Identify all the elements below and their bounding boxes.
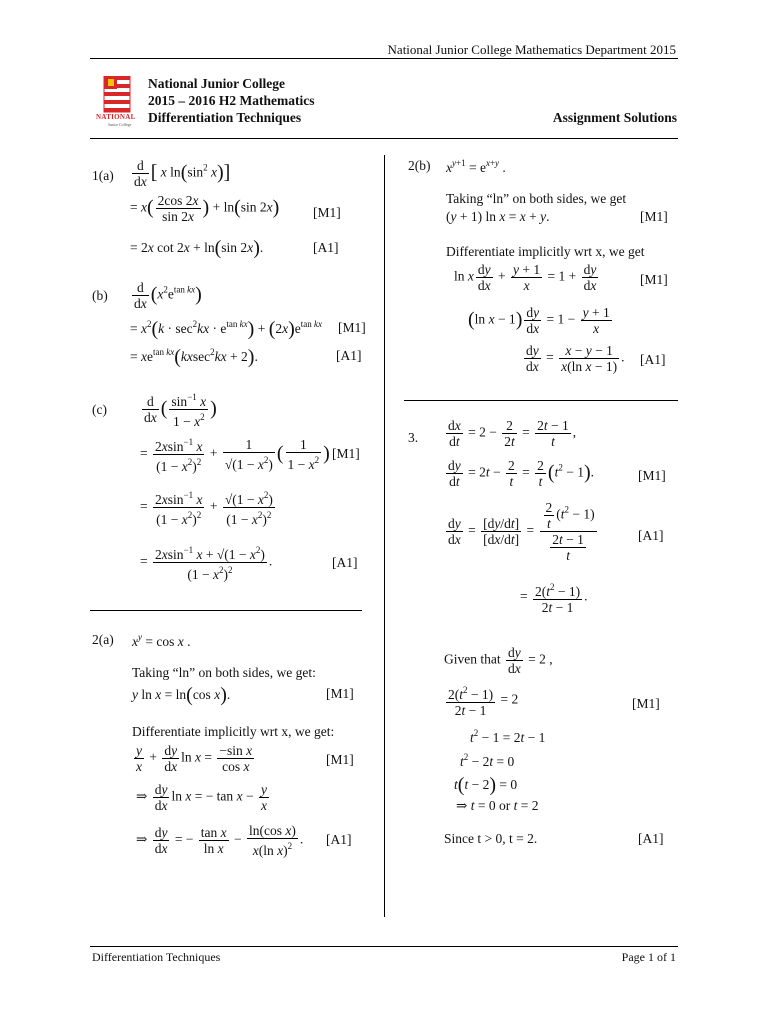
- q2b-line2: (ln x − 1) $\frac{dy}{dx}$ = 1 − $\frac{y + 1}{x}$: [468, 305, 610, 336]
- q1b-mark1: [M1]: [338, 320, 366, 335]
- q2b-line3: $\frac{dy}{dx}$ = $\frac{x - y - 1}{\text{x(ln x − 1)}}$ .: [526, 343, 625, 374]
- running-header: [388, 42, 676, 58]
- q2a-mark1: [M1]: [326, 686, 354, 701]
- doc-type: Assignment Solutions: [552, 110, 677, 125]
- q1b-mark2: [A1]: [336, 348, 362, 363]
- q1c-line4: = $\frac{2xsin^{-1} x + √(1 - x^2)}{(1 - x^2)^2}$ .: [140, 545, 273, 582]
- q2a-diff-implicit: Differentiate implicitly wrt x, we get:: [132, 724, 335, 739]
- course-name: 2015 – 2016 H2 Mathematics: [148, 93, 315, 108]
- topic-name: Differentiation Techniques: [148, 110, 302, 125]
- college-logo: [98, 76, 140, 132]
- q3-mark2: [A1]: [638, 528, 664, 543]
- q2a-line2: ⇒ $\frac{dy}{dx}$ ln x = − tan x − $\frac{y}{x}$: [136, 782, 267, 813]
- q1a-label: 1(a): [92, 168, 114, 183]
- q3-line6: $t^2 - 1 = 2t - 1$: [470, 728, 546, 745]
- q1c-line1: $\frac{d}{dx}$ ( $\frac{\sin^{-1} x}{1 - x^2}$ ): [144, 392, 217, 429]
- q2b-line1: ln x $\frac{dy}{dx}$ + $\frac{y + 1}{x}$ = 1 + $\frac{dy}{dx}$: [454, 262, 597, 293]
- q1b-line1: $\frac{d}{dx}$ $(x^2e^{tan kx})$: [134, 280, 202, 311]
- q2a-line1: $\frac{y}{x}$ + $\frac{dy}{dx}$ ln x = $\frac{\text{−sin x}}{\text{cos x}}$: [136, 743, 253, 774]
- q3-line1: $\frac{dx}{dt}$ = 2 − $\frac{2}{2t}$ = $\frac{2t - 1}{t}$ ,: [448, 418, 577, 449]
- footer-page: Page 1 of 1: [621, 950, 676, 964]
- q1a-line2: = x( $\frac{2\cos 2x}{\sin 2x}$ ) + ln(sin 2x): [130, 193, 280, 224]
- q2a-eq: $x^y = \cos x$ .: [132, 632, 191, 649]
- q1c-line3: = $\frac{2xsin^{-1} x}{(1 - x^2)^2}$ + $\frac{√(1 - x^2)}{(1 - x^2)^2}$: [140, 490, 273, 527]
- q1a-mark1: [M1]: [313, 205, 341, 220]
- q1b-label: (b): [92, 288, 108, 303]
- q3-line9: ⇒ t = 0 or t = 2: [456, 798, 539, 813]
- q3-line3: $\frac{dy}{dx}$ = $\frac{[dy/dt]}{[dx/dt]}$ = $\frac{2}{t}$ $(t^2 - 1)$ $\frac{2t - 1}{t}$: [448, 500, 595, 563]
- q3-line2: $\frac{dy}{dt}$ = 2t − $\frac{2}{t}$ = $\frac{2}{t}$ $(t^2 - 1)$.: [448, 458, 594, 489]
- q3-since: Since t > 0, t = 2.: [444, 831, 538, 846]
- q1a-line3: = 2x cot 2x + ln(sin 2x).: [130, 237, 264, 259]
- q1a-line1: $\frac{d}{dx}$ [ x $\ln(\sin^2$ x)]: [134, 158, 231, 189]
- college-name: National Junior College: [148, 76, 286, 91]
- footer-left: Differentiation Techniques: [92, 950, 221, 964]
- header-rule: [90, 58, 678, 59]
- q2b-separator: [404, 400, 678, 401]
- q2a-ln-eq: y ln x = ln(cos x).: [132, 684, 231, 706]
- logo-subtext: Junior College: [108, 122, 132, 127]
- q1c-mark1: [M1]: [332, 446, 360, 461]
- q3-line8: t(t − 2) = 0: [454, 774, 518, 796]
- q3-mark1: [M1]: [638, 468, 666, 483]
- footer-rule: [90, 946, 678, 947]
- q2b-mark2: [M1]: [640, 272, 668, 287]
- q1c-label: (c): [92, 402, 107, 417]
- q3-mark4: [A1]: [638, 831, 664, 846]
- q2b-taking-ln: Taking “ln” on both sides, we get: [446, 191, 627, 206]
- q1b-line3: = $xe^{tan kx}(kxsec^2kx + 2)$.: [130, 346, 258, 368]
- title-rule: [90, 138, 678, 139]
- q2b-diff-implicit: Differentiate implicitly wrt x, we get: [446, 244, 645, 259]
- q3-mark3: [M1]: [632, 696, 660, 711]
- q2b-eq: $x^{y+1} = e^{x+y}$ .: [446, 158, 506, 175]
- q3-label: 3.: [408, 430, 419, 445]
- q2b-label: 2(b): [408, 158, 431, 173]
- q1b-line2: = $x^2(k \cdot \sec^2kx \cdot e^{tan kx}) + (2x)e^{tan kx}$: [130, 318, 323, 340]
- q2b-mark3: [A1]: [640, 352, 666, 367]
- q2a-taking-ln: Taking “ln” on both sides, we get:: [132, 665, 316, 680]
- q3-given: Given that $\frac{dy}{dx}$ = 2 ,: [444, 645, 553, 676]
- header-text: National Junior College Mathematics Department 2015: [387, 42, 676, 57]
- column-divider: [384, 155, 385, 917]
- q1-separator: [90, 610, 362, 611]
- logo-text: NATIONAL: [96, 113, 136, 121]
- q3-given-text: Given that: [444, 651, 501, 667]
- q3-line4: = $\frac{2(t^2 - 1)}{2t - 1}$ .: [520, 582, 588, 615]
- q2b-ln-eq: (y + 1) ln x = x + y.: [446, 209, 550, 224]
- q2b-mark1: [M1]: [640, 209, 668, 224]
- q3-line5: $\frac{2(t^2 - 1)}{2t - 1}$ = 2: [448, 685, 519, 718]
- q2a-mark3: [A1]: [326, 832, 352, 847]
- q2a-label: 2(a): [92, 632, 114, 647]
- q2a-line3: ⇒ $\frac{dy}{dx}$ = − $\frac{\text{tan x}}{\text{ln x}}$ − $\frac{\text{ln(cos x)}}{x(\ln x)^2}$ .: [136, 823, 304, 858]
- q1a-mark2: [A1]: [313, 240, 339, 255]
- q3-line7: $t^2 - 2t = 0$: [460, 752, 515, 769]
- q1c-mark2: [A1]: [332, 555, 358, 570]
- q1c-line2: = $\frac{2xsin^{-1} x}{(1 - x^2)^2}$ + $\frac{1}{√(1 - x^2)}$ ( $\frac{1}{1 - x^2}$ ): [140, 437, 330, 474]
- q2a-mark2: [M1]: [326, 752, 354, 767]
